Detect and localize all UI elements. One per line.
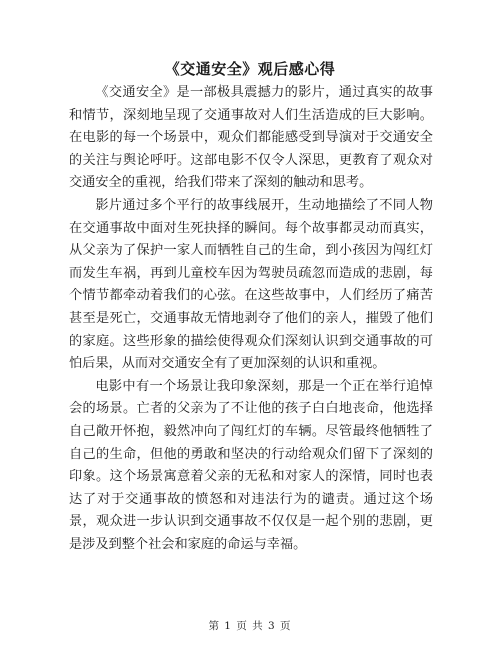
document-title: 《交通安全》观后感心得 bbox=[164, 60, 336, 78]
paragraph-1: 《交通安全》是一部极具震撼力的影片，通过真实的故事和情节，深刻地呈现了交通事故对人们生活造成的巨大影响。在电影的每一个场景中，观众们都能感受到导演对于交通安全的关注与舆论呼吁。这部电影不仅令人深思，更教育了观众对交通安全的重视，给我们带来了深刻的触动和思考。 bbox=[69, 85, 433, 191]
page-number-footer: 第 1 页 共 3 页 bbox=[208, 620, 292, 632]
paragraph-2: 影片通过多个平行的故事线展开，生动地描绘了不同人物在交通事故中面对生死抉择的瞬间。每个故事都灵动而真实，从父亲为了保护一家人而牺牲自己的生命，到小孩因为闯红灯而发生车祸，再到儿童校车因为驾驶员疏忽而造成的悲剧，每个情节都牵动着我们的心弦。在这些故事中，人们经历了痛苦甚至是死亡，交通事故无情地剥夺了他们的亲人，摧毁了他们的家庭。这些形象的描绘使得观众们深刻认识到交通事故的可怕后果，从而对交通安全有了更加深刻的认识和重视。 bbox=[69, 197, 433, 372]
document-body bbox=[69, 82, 433, 556]
paragraph-3: 电影中有一个场景让我印象深刻，那是一个正在举行追悼会的场景。亡者的父亲为了不让他的孩子白白地丧命，他选择自己敞开怀抱，毅然冲向了闯红灯的车辆。尽管最终他牺牲了自己的生命，但他的勇敢和坚决的行动给观众们留下了深刻的印象。这个场景寓意着父亲的无私和对家人的深情，同时也表达了对于交通事故的愤怒和对违法行为的谴责。通过这个场景，观众进一步认识到交通事故不仅仅是一起个别的悲剧，更是涉及到整个社会和家庭的命运与幸福。 bbox=[69, 378, 433, 552]
